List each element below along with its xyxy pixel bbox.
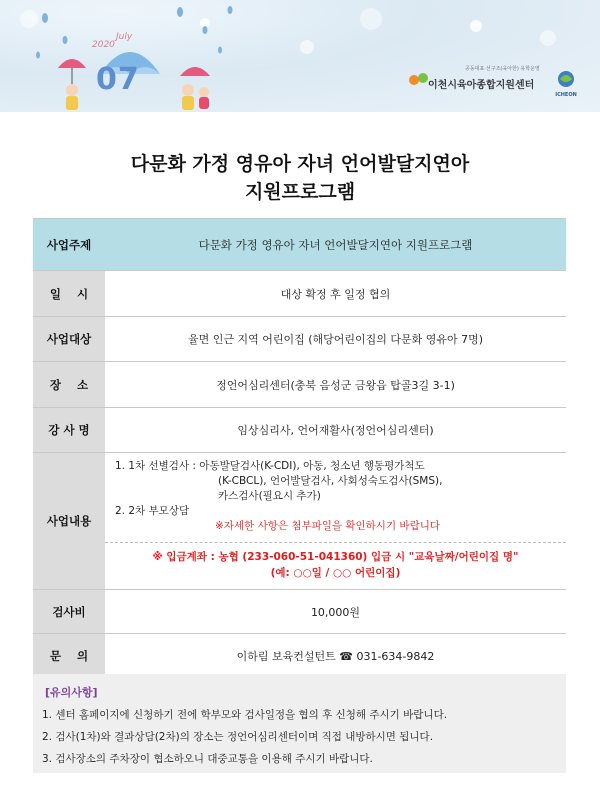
table-row bbox=[33, 219, 566, 271]
organization-name: 이천시육아종합지원센터 bbox=[428, 80, 535, 91]
program-info-table bbox=[33, 218, 566, 678]
content-cell bbox=[105, 453, 566, 590]
contact-value: 이하림 보육컨설턴트 ☎ 031-634-9842 bbox=[105, 634, 566, 678]
banner-month-name: July bbox=[116, 32, 133, 42]
header-banner bbox=[0, 0, 600, 112]
content-label: 사업내용 bbox=[33, 453, 105, 590]
notice-item: 3. 검사장소의 주차장이 협소하오니 대중교통을 이용해 주시기 바랍니다. bbox=[42, 753, 373, 765]
subject-value: 다문화 가정 영유아 자녀 언어발달지연아 지원프로그램 bbox=[105, 219, 566, 271]
table-row bbox=[33, 453, 566, 590]
page-title bbox=[0, 150, 600, 206]
table-row bbox=[33, 408, 566, 453]
instructor-value: 임상심리사, 언어재활사(정언어심리센터) bbox=[105, 408, 566, 453]
table-row bbox=[33, 590, 566, 634]
table-row bbox=[33, 271, 566, 317]
target-value: 율면 인근 지역 어린이집 (해당어린이집의 다문화 영유아 7명) bbox=[105, 317, 566, 362]
table-row bbox=[33, 634, 566, 678]
table-row bbox=[33, 362, 566, 408]
organization-logo-icon bbox=[408, 70, 430, 86]
subject-label: 사업주제 bbox=[33, 219, 105, 271]
instructor-label: 강 사 명 bbox=[33, 408, 105, 453]
place-value: 정언어심리센터(충북 음성군 금왕읍 탑골3길 3-1) bbox=[105, 362, 566, 408]
target-label: 사업대상 bbox=[33, 317, 105, 362]
content-line-1: 1. 1차 선별검사 : 아동발달검사(K-CDI), 아동, 청소년 행동평가척도 bbox=[115, 460, 425, 472]
content-details bbox=[105, 453, 566, 542]
contact-label: 문 의 bbox=[33, 634, 105, 678]
organization-subtitle: 공동대표 선구조(육아한) 유학운영 bbox=[465, 66, 540, 72]
rain-illustration bbox=[30, 0, 260, 112]
notice-item: 2. 검사(1차)와 결과상담(2차)의 장소는 정언어심리센터이며 직접 내방하시면 됩니다. bbox=[42, 731, 434, 743]
title-line-2: 지원프로그램 bbox=[244, 181, 356, 203]
icheon-city-logo-icon bbox=[552, 68, 580, 98]
fee-value: 10,000원 bbox=[105, 590, 566, 634]
date-label: 일 시 bbox=[33, 271, 105, 317]
payment-example: (예: ○○일 / ○○ 어린이집) bbox=[270, 567, 401, 579]
payment-info bbox=[105, 542, 566, 587]
place-label: 장 소 bbox=[33, 362, 105, 408]
notice-box bbox=[33, 674, 566, 773]
content-line-3: 카스검사(필요시 추가) bbox=[218, 490, 321, 502]
notice-item: 1. 센터 홈페이지에 신청하기 전에 학부모와 검사일정을 협의 후 신청해 주시기 바랍니다. bbox=[42, 709, 448, 721]
notice-title: [유의사항] bbox=[45, 686, 98, 699]
content-line-4: 2. 2차 부모상담 bbox=[115, 505, 190, 517]
attachment-note: ※자세한 사항은 첨부파일을 확인하시기 바랍니다 bbox=[215, 520, 441, 532]
content-line-2: (K-CBCL), 언어발달검사, 사회성숙도검사(SMS), bbox=[218, 475, 443, 487]
table-row bbox=[33, 317, 566, 362]
date-value: 대상 확정 후 일정 협의 bbox=[105, 271, 566, 317]
title-line-1: 다문화 가정 영유아 자녀 언어발달지연아 bbox=[130, 153, 470, 175]
fee-label: 검사비 bbox=[33, 590, 105, 634]
banner-month-number: 07 bbox=[96, 62, 140, 97]
banner-year: 2020 bbox=[92, 40, 115, 50]
city-logo-text: ICHEON bbox=[555, 92, 577, 98]
payment-account: ※ 입금계좌 : 농협 (233-060-51-041360) 입금 시 "교육날짜/어린이집 명" bbox=[152, 551, 519, 563]
